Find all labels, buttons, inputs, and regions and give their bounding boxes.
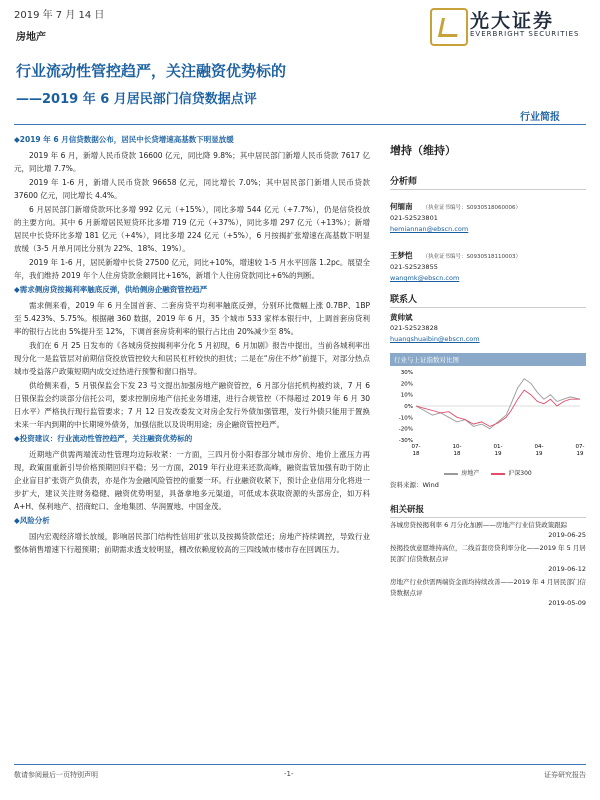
sidebar <box>390 132 586 611</box>
analyst-phone: 021-52523855 <box>390 263 438 271</box>
section-heading: ◆2019 年 6 月信贷数据公布，居民中长贷增速高基数下明显放缓 <box>14 135 234 144</box>
report-title: 行业流动性管控趋严，关注融资优势标的 <box>16 62 287 80</box>
chart-source: 资料来源：Wind <box>390 481 439 489</box>
analyst-entry <box>390 243 586 284</box>
contact-email[interactable]: huangshuaibin@ebscn.com <box>390 335 480 343</box>
related-report-title[interactable]: 按揭投放意愿维持高位，二线首套房贷利率分化——2019 年 5 月居民部门信贷数据点评 <box>390 544 586 563</box>
y-tick-label: 30% <box>400 370 413 376</box>
paragraph: 近期地产供需两端流动性管理均边际收紧：一方面，三四月份小阳春部分城市房价、地价上涨压力再现，政策面重新引导价格预期回归平稳；另一方面，2019 年行业迎来还款高峰，融资监管加强有助于防止企业盲目扩张资产负债表，亦是作为金融风险管控的重要一环。行业融资收紧下，预计企业信用分化将进一步扩大，建议关注财务稳健、融资优势明显，具备拿地多元渠道，可低成本获取资源的头部房企，如万科 A+H、保利地产、招商蛇口、金地集团、华润置地、中国金茂。 <box>14 450 370 511</box>
related-reports-label: 相关研报 <box>390 503 586 518</box>
sector-label: 房地产 <box>16 32 46 43</box>
related-report-title[interactable]: 各城房贷按揭利率 6 月分化加剧——房地产行业信贷政策跟踪 <box>390 521 568 529</box>
chart-title: 行业与上证指数对比图 <box>390 353 586 366</box>
analyst-list <box>390 194 586 284</box>
analyst-label: 分析师 <box>390 174 586 190</box>
paragraph: 2019 年 1-6 月，新增人民币贷款 96658 亿元，同比增长 7.0%；其中居民部门新增人民币贷款 37600 亿元，同比增长 4.4%。 <box>14 178 370 200</box>
main-content <box>14 132 370 557</box>
analyst-phone: 021-52523801 <box>390 214 438 222</box>
rating: 增持（维持） <box>390 144 456 157</box>
report-type: 行业简报 <box>520 112 560 123</box>
contact-phone: 021-52523828 <box>390 324 438 332</box>
related-report-date: 2019-06-12 <box>548 565 586 573</box>
related-report-date: 2019-06-25 <box>548 531 586 539</box>
y-tick-label: 20% <box>400 381 413 388</box>
x-tick-label: 18 <box>453 451 461 457</box>
analyst-email[interactable]: hemiannan@ebscn.com <box>390 225 469 233</box>
paragraph: 我们在 6 月 25 日发布的《各城房贷按揭利率分化 5 月初现，6 月加剧》报告中提出，当前各城利率出现分化一是监管层对前期信贷投放管控较大和居民杠杆较快的担忧；二是在“房住不炒”前提下，对部分热点城市受益落户政策短期内成交过热进行预警和窗口指导。 <box>14 341 370 376</box>
contact-name: 黄帅斌 <box>390 313 413 322</box>
paragraph: 2019 年 6 月，新增人民币贷款 16600 亿元，同比降 9.8%；其中居民部门新增人民币贷款 7617 亿元，同比增 7.7%。 <box>14 151 370 173</box>
x-tick-label: 04- <box>534 444 544 450</box>
paragraph: 需求侧来看，2019 年 6 月全国首套、二套房贷平均利率触底反弹，分别环比微幅上涨 0.7BP、1BP 至 5.423%、5.75%。根据融 360 数据，2019 年 6 月，35 个城市 533 家样本银行中，上调首套房贷利率的银行占比由 5%提升至 12%，下调首套房贷利率的银行占比由 20%减少至 8%。 <box>14 301 370 336</box>
company-logo-icon <box>430 8 468 46</box>
y-tick-label: -20% <box>398 426 413 433</box>
x-tick-label: 18 <box>412 451 420 457</box>
report-subtitle: ——2019 年 6 月居民部门信贷数据点评 <box>16 92 257 107</box>
chart-svg <box>390 366 586 462</box>
footer-disclaimer: 敬请参阅最后一页特别声明 <box>14 771 98 779</box>
analyst-name: 何缅南 <box>390 202 413 211</box>
analyst-name: 王梦恺 <box>390 251 413 260</box>
paragraph: 2019 年 1-6 月，居民新增中长贷 27500 亿元，同比+10%，增速较 1-5 月水平回落 1.2pc。展望全年，我们维持 2019 年个人住房贷款余额同比+16%，新增个人住房贷款同比+6%的判断。 <box>14 258 370 280</box>
x-tick-label: 01- <box>493 444 503 450</box>
section-heading: ◆投资建议：行业流动性管控趋严，关注融资优势标的 <box>14 434 193 443</box>
y-tick-label: 0% <box>404 404 413 410</box>
paragraph: 6 月居民部门新增贷款环比多增 992 亿元（+15%），同比多增 544 亿元（+7.7%），仍是信贷投放的主要方向。其中 6 月新增居民短贷环比多增 719 亿元（+37%），同比多增 297 亿元（+13%）；新增居民中长贷环比多增 181 亿元（+4%），同比多增 224 亿元（+5%），6 月按揭扩张增速在高基数下明显放缓（3-5 月单月同比分别为 22%、18%、19%）。 <box>14 205 370 253</box>
index-chart <box>390 353 586 477</box>
legend-item-realestate: 房地产 <box>444 468 479 477</box>
analyst-email[interactable]: wangmk@ebscn.com <box>390 274 460 282</box>
series-line-csi300 <box>416 390 580 426</box>
footer-label: 证券研究报告 <box>544 771 586 779</box>
paragraph: 国内宏观经济增长放缓，影响居民部门结构性信用扩张以及按揭贷款偿还；房地产持续调控，导致行业整体销售增速下行超预期；前期需求透支较明显，棚改依赖度较高的三四线城市楼市存在回调压力。 <box>14 532 370 554</box>
page-number: -1- <box>284 770 294 778</box>
logo-subtext: EVERBRIGHT SECURITIES <box>470 30 580 38</box>
contact-label: 联系人 <box>390 292 586 308</box>
related-report-title[interactable]: 房地产行业供需两端资金面均持续改善——2019 年 4 月居民部门信贷数据点评 <box>390 578 586 597</box>
y-tick-label: -30% <box>398 438 413 444</box>
related-report-date: 2019-05-09 <box>548 599 586 607</box>
y-tick-label: 10% <box>400 392 413 399</box>
x-tick-label: 19 <box>576 451 584 457</box>
related-reports-list <box>390 520 586 607</box>
logo-text: 光大证券 <box>470 10 555 32</box>
header-divider <box>14 124 586 125</box>
analyst-cert: （执业证书编号：S0930518060006） <box>422 205 521 211</box>
x-tick-label: 07- <box>575 444 585 450</box>
y-tick-label: -10% <box>398 415 413 422</box>
section-heading: ◆需求侧房贷按揭利率触底反弹，供给侧房企融资管控趋严 <box>14 285 208 294</box>
footer <box>14 770 586 780</box>
x-tick-label: 10- <box>452 444 462 450</box>
analyst-cert: （执业证书编号：S0930518110003） <box>422 254 521 260</box>
legend-item-csi300: 沪深300 <box>491 468 531 477</box>
report-date: 2019 年 7 月 14 日 <box>14 10 105 21</box>
x-tick-label: 07- <box>411 444 421 450</box>
analyst-entry <box>390 194 586 235</box>
chart-legend <box>390 468 586 477</box>
x-tick-label: 19 <box>494 451 502 457</box>
footer-divider <box>14 764 586 765</box>
section-heading: ◆风险分析 <box>14 516 50 525</box>
x-tick-label: 19 <box>535 451 543 457</box>
paragraph: 供给侧来看，5 月银保监会下发 23 号文提出加强房地产融资管控，6 月部分信托机构被约谈，7 月 6 日银保监会约谈部分信托公司，要求控制房地产信托业务增速，进行合规管控（不得超过 2019 年 6 月 30 日水平）严格执行现行监管要求；7 月 12 日发改委发文对房企发行外债加强管理，发行外债只能用于置换未来一年内到期的中长期境外债务，加强信批以及说明用途；房企融资管控趋严。 <box>14 381 370 429</box>
